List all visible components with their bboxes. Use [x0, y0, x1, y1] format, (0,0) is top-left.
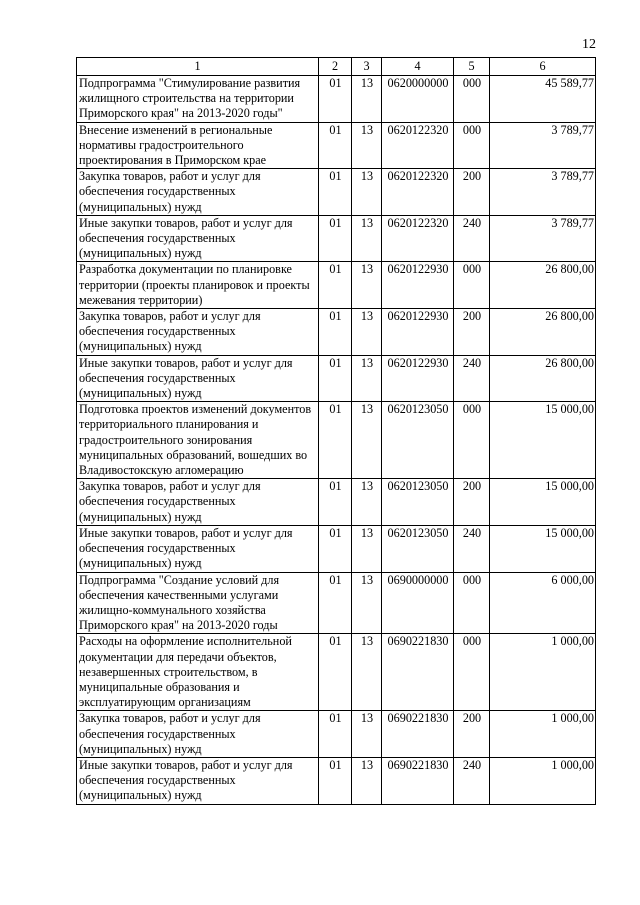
expense-type-code: 000	[454, 402, 490, 479]
section-code: 01	[319, 711, 352, 758]
target-article-code: 0620122320	[382, 169, 454, 216]
table-row	[77, 757, 596, 804]
target-article-code: 0620123050	[382, 479, 454, 526]
table-row	[77, 355, 596, 402]
table-row	[77, 402, 596, 479]
item-name: Внесение изменений в региональные нормативы градостроительного проектирования в Приморском крае	[77, 122, 319, 169]
amount: 26 800,00	[490, 262, 596, 309]
expense-type-code: 200	[454, 711, 490, 758]
subsection-code: 13	[352, 525, 382, 572]
section-code: 01	[319, 572, 352, 634]
table-body	[77, 76, 596, 805]
table-row	[77, 169, 596, 216]
table-row	[77, 122, 596, 169]
item-name: Разработка документации по планировке территории (проекты планировок и проекты межевания территории)	[77, 262, 319, 309]
item-name: Подпрограмма "Создание условий для обеспечения качественными услугами жилищно-коммунального хозяйства Приморского края" на 2013-2020 годы	[77, 572, 319, 634]
table-row	[77, 525, 596, 572]
expense-type-code: 240	[454, 757, 490, 804]
amount: 15 000,00	[490, 525, 596, 572]
target-article-code: 0690221830	[382, 634, 454, 711]
amount: 45 589,77	[490, 76, 596, 123]
item-name: Подготовка проектов изменений документов территориального планирования и градостроительного зонирования муниципальных образований, вошедших во Владивостокскую агломерацию	[77, 402, 319, 479]
amount: 26 800,00	[490, 355, 596, 402]
amount: 3 789,77	[490, 169, 596, 216]
expense-type-code: 240	[454, 215, 490, 262]
expense-type-code: 000	[454, 122, 490, 169]
target-article-code: 0620123050	[382, 525, 454, 572]
subsection-code: 13	[352, 122, 382, 169]
amount: 26 800,00	[490, 309, 596, 356]
target-article-code: 0620122930	[382, 355, 454, 402]
table-row	[77, 309, 596, 356]
item-name: Иные закупки товаров, работ и услуг для обеспечения государственных (муниципальных) нужд	[77, 355, 319, 402]
subsection-code: 13	[352, 169, 382, 216]
target-article-code: 0690221830	[382, 757, 454, 804]
table-row	[77, 215, 596, 262]
target-article-code: 0620122320	[382, 215, 454, 262]
subsection-code: 13	[352, 309, 382, 356]
item-name: Закупка товаров, работ и услуг для обеспечения государственных (муниципальных) нужд	[77, 169, 319, 216]
target-article-code: 0620122320	[382, 122, 454, 169]
item-name: Расходы на оформление исполнительной документации для передачи объектов, незавершенных строительством, в муниципальные образования и эксплуатирующим организациям	[77, 634, 319, 711]
table-row	[77, 479, 596, 526]
section-code: 01	[319, 76, 352, 123]
subsection-code: 13	[352, 634, 382, 711]
subsection-code: 13	[352, 355, 382, 402]
table-row	[77, 634, 596, 711]
item-name: Подпрограмма "Стимулирование развития жилищного строительства на территории Приморского края" на 2013-2020 годы"	[77, 76, 319, 123]
subsection-code: 13	[352, 76, 382, 123]
section-code: 01	[319, 757, 352, 804]
header-col-3: 3	[352, 58, 382, 76]
amount: 3 789,77	[490, 215, 596, 262]
section-code: 01	[319, 355, 352, 402]
expense-type-code: 240	[454, 525, 490, 572]
subsection-code: 13	[352, 572, 382, 634]
target-article-code: 0690221830	[382, 711, 454, 758]
section-code: 01	[319, 309, 352, 356]
header-col-4: 4	[382, 58, 454, 76]
section-code: 01	[319, 479, 352, 526]
header-row	[77, 58, 596, 76]
item-name: Закупка товаров, работ и услуг для обеспечения государственных (муниципальных) нужд	[77, 479, 319, 526]
target-article-code: 0620000000	[382, 76, 454, 123]
table-row	[77, 572, 596, 634]
section-code: 01	[319, 122, 352, 169]
expense-type-code: 200	[454, 169, 490, 216]
amount: 15 000,00	[490, 402, 596, 479]
section-code: 01	[319, 525, 352, 572]
amount: 6 000,00	[490, 572, 596, 634]
expense-type-code: 000	[454, 572, 490, 634]
table-header	[77, 58, 596, 76]
section-code: 01	[319, 215, 352, 262]
subsection-code: 13	[352, 402, 382, 479]
amount: 1 000,00	[490, 711, 596, 758]
amount: 3 789,77	[490, 122, 596, 169]
subsection-code: 13	[352, 215, 382, 262]
target-article-code: 0620122930	[382, 309, 454, 356]
budget-table	[76, 57, 596, 805]
table-row	[77, 711, 596, 758]
item-name: Закупка товаров, работ и услуг для обеспечения государственных (муниципальных) нужд	[77, 309, 319, 356]
amount: 15 000,00	[490, 479, 596, 526]
section-code: 01	[319, 634, 352, 711]
subsection-code: 13	[352, 711, 382, 758]
item-name: Иные закупки товаров, работ и услуг для обеспечения государственных (муниципальных) нужд	[77, 757, 319, 804]
target-article-code: 0620122930	[382, 262, 454, 309]
expense-type-code: 000	[454, 76, 490, 123]
item-name: Иные закупки товаров, работ и услуг для обеспечения государственных (муниципальных) нужд	[77, 525, 319, 572]
amount: 1 000,00	[490, 757, 596, 804]
header-col-6: 6	[490, 58, 596, 76]
header-col-1: 1	[77, 58, 319, 76]
section-code: 01	[319, 169, 352, 216]
target-article-code: 0690000000	[382, 572, 454, 634]
amount: 1 000,00	[490, 634, 596, 711]
item-name: Закупка товаров, работ и услуг для обеспечения государственных (муниципальных) нужд	[77, 711, 319, 758]
expense-type-code: 000	[454, 262, 490, 309]
header-col-2: 2	[319, 58, 352, 76]
section-code: 01	[319, 262, 352, 309]
table-row	[77, 76, 596, 123]
header-col-5: 5	[454, 58, 490, 76]
page-number: 12	[582, 37, 596, 52]
subsection-code: 13	[352, 757, 382, 804]
item-name: Иные закупки товаров, работ и услуг для обеспечения государственных (муниципальных) нужд	[77, 215, 319, 262]
expense-type-code: 200	[454, 309, 490, 356]
subsection-code: 13	[352, 479, 382, 526]
table-row	[77, 262, 596, 309]
expense-type-code: 000	[454, 634, 490, 711]
subsection-code: 13	[352, 262, 382, 309]
section-code: 01	[319, 402, 352, 479]
expense-type-code: 200	[454, 479, 490, 526]
expense-type-code: 240	[454, 355, 490, 402]
target-article-code: 0620123050	[382, 402, 454, 479]
